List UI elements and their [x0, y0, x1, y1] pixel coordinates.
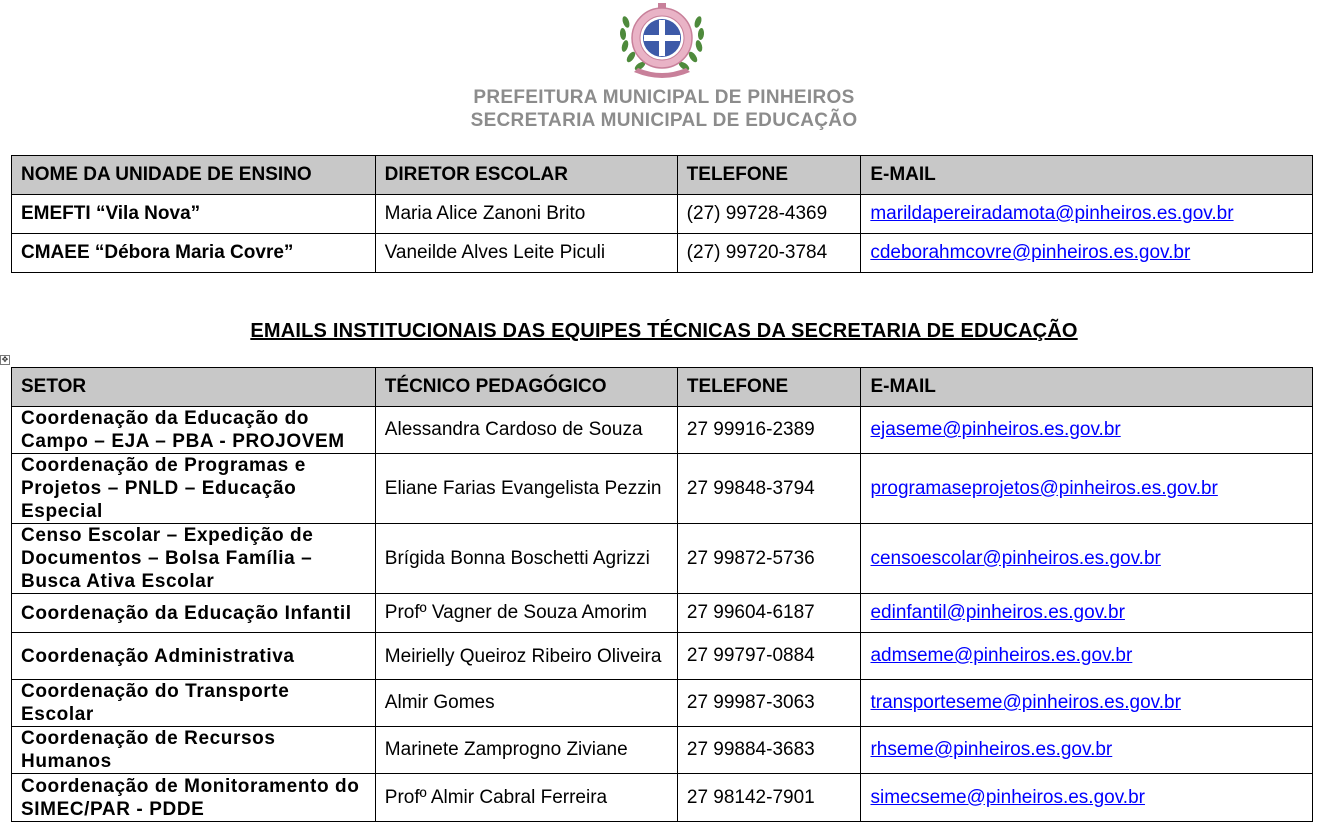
email-link[interactable]: censoescolar@pinheiros.es.gov.br [870, 547, 1161, 569]
sector-name: Coordenação de Programas e Projetos – PNLD – Educação Especial [12, 454, 376, 524]
column-header: SETOR [12, 368, 376, 407]
email-link[interactable]: edinfantil@pinheiros.es.gov.br [870, 602, 1125, 623]
technician-name: Marinete Zamprogno Ziviane [375, 727, 677, 774]
column-header: E-MAIL [861, 368, 1313, 407]
unit-name: EMEFTI “Vila Nova” [12, 195, 376, 234]
email-link[interactable]: ejaseme@pinheiros.es.gov.br [870, 419, 1121, 440]
sector-name: Coordenação da Educação do Campo – EJA – PBA - PROJOVEM [12, 407, 376, 454]
phone: 27 99604-6187 [677, 594, 861, 633]
phone: 27 99884-3683 [677, 727, 861, 774]
table-move-handle-icon[interactable]: ✥ [1, 355, 9, 364]
technician-name: Brígida Bonna Boschetti Agrizzi [375, 524, 677, 594]
phone: 27 99848-3794 [677, 454, 861, 524]
table-row [12, 234, 1313, 273]
column-header: TELEFONE [677, 156, 861, 195]
sector-name: Coordenação do Transporte Escolar [12, 680, 376, 727]
phone: 27 99797-0884 [677, 633, 861, 680]
teams-table [11, 367, 1313, 822]
technician-name: Alessandra Cardoso de Souza [375, 407, 677, 454]
column-header: E-MAIL [861, 156, 1313, 195]
technician-name: Almir Gomes [375, 680, 677, 727]
table-row [12, 524, 1313, 594]
header-line-1: PREFEITURA MUNICIPAL DE PINHEIROS [473, 87, 855, 108]
sector-name: Coordenação Administrativa [12, 633, 376, 680]
technician-name: Eliane Farias Evangelista Pezzin [375, 454, 677, 524]
sector-name: Censo Escolar – Expedição de Documentos – Bolsa Família – Busca Ativa Escolar [12, 524, 376, 594]
table-header-row [12, 156, 1313, 195]
phone: 27 99987-3063 [677, 680, 861, 727]
municipal-coat-of-arms-icon [612, 2, 712, 82]
technician-name: Meirielly Queiroz Ribeiro Oliveira [375, 633, 677, 680]
section-title: EMAILS INSTITUCIONAIS DAS EQUIPES TÉCNICAS DA SECRETARIA DE EDUCAÇÃO [250, 320, 1078, 342]
schools-table [11, 155, 1313, 273]
column-header: TELEFONE [677, 368, 861, 407]
email-link[interactable]: transporteseme@pinheiros.es.gov.br [870, 692, 1181, 713]
sector-name: Coordenação da Educação Infantil [12, 594, 376, 633]
technician-name: Profº Vagner de Souza Amorim [375, 594, 677, 633]
unit-name: CMAEE “Débora Maria Covre” [12, 234, 376, 273]
table-row [12, 727, 1313, 774]
table-row [12, 633, 1313, 680]
column-header: TÉCNICO PEDAGÓGICO [375, 368, 677, 407]
sector-name: Coordenação de Recursos Humanos [12, 727, 376, 774]
column-header: NOME DA UNIDADE DE ENSINO [12, 156, 376, 195]
table-row [12, 774, 1313, 822]
phone: 27 99872-5736 [677, 524, 861, 594]
email-link[interactable]: simecseme@pinheiros.es.gov.br [870, 786, 1145, 808]
table-row [12, 195, 1313, 234]
phone: (27) 99728-4369 [677, 195, 861, 234]
table-row [12, 407, 1313, 454]
column-header: DIRETOR ESCOLAR [375, 156, 677, 195]
email-link[interactable]: marildapereiradamota@pinheiros.es.gov.br [870, 203, 1234, 224]
email-link[interactable]: rhseme@pinheiros.es.gov.br [870, 739, 1113, 760]
table-row [12, 454, 1313, 524]
header-line-2: SECRETARIA MUNICIPAL DE EDUCAÇÃO [470, 110, 858, 131]
email-link[interactable]: admseme@pinheiros.es.gov.br [870, 645, 1133, 666]
phone: 27 98142-7901 [677, 774, 861, 822]
email-link[interactable]: cdeborahmcovre@pinheiros.es.gov.br [870, 242, 1191, 263]
table-row [12, 680, 1313, 727]
phone: 27 99916-2389 [677, 407, 861, 454]
director-name: Maria Alice Zanoni Brito [375, 195, 677, 234]
sector-name: Coordenação de Monitoramento do SIMEC/PAR - PDDE [12, 774, 376, 822]
phone: (27) 99720-3784 [677, 234, 861, 273]
table-row [12, 594, 1313, 633]
table-header-row [12, 368, 1313, 407]
email-link[interactable]: programaseprojetos@pinheiros.es.gov.br [870, 477, 1218, 499]
technician-name: Profº Almir Cabral Ferreira [375, 774, 677, 822]
director-name: Vaneilde Alves Leite Piculi [375, 234, 677, 273]
